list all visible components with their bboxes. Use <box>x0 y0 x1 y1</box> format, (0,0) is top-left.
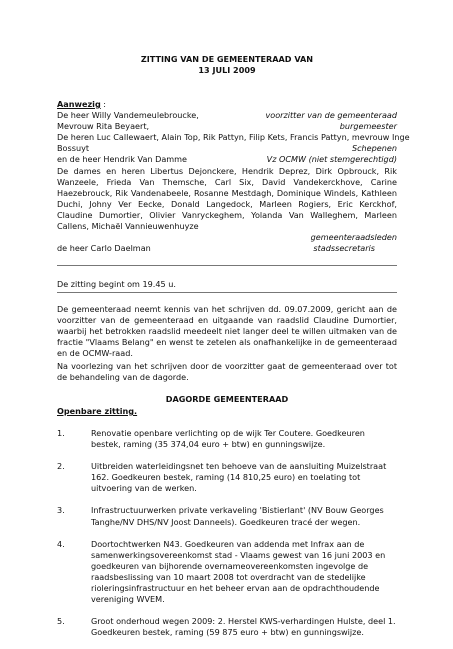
agenda-item-number: 2. <box>57 461 65 472</box>
attendee-role: voorzitter van de gemeenteraad <box>265 110 397 121</box>
attendance-label: Aanwezig <box>57 99 101 109</box>
agenda-item <box>57 505 397 527</box>
agenda-item-text: Groot onderhoud wegen 2009: 2. Herstel KWS-verhardingen Hulste, deel 1. Goedkeuren bestek, raming (59 875 euro + btw) en gunningswijze. <box>91 616 396 638</box>
resignation-notice-text: De gemeenteraad neemt kennis van het schrijven dd. 09.07.2009, gericht aan de voorzitter van de gemeenteraad en uitgaande van raadslid Claudine Dumortier, waarbij het betrokken raadslid meedeelt niet langer deel te willen uitmaken van de fractie "Vlaams Belang" en wenst te zetelen als onafhankelijke in de gemeenteraad en de OCMW-raad. <box>57 304 397 359</box>
council-members-role-row <box>57 232 397 243</box>
council-members-list: De dames en heren Libertus Dejonckere, Hendrik Deprez, Dirk Opbrouck, Rik Wanzeele, Frieda Van Themsche, Carl Six, David Vandekerckhove, Carine Haezebrouck, Rik Vandenabeele, Rosanne Mestdagh, Dominique Windels, Kathleen Duchi, Johny Ver Eecke, Donald Langedock, Marleen Rogiers, Eric Kerckhof, Claudine Dumortier, Olivier Vanryckeghem, Yolanda Van Walleghem, Marleen Callens, Michaël Vannieuwenhuyze <box>57 165 397 232</box>
agenda-list <box>57 428 397 649</box>
reading-text: Na voorlezing van het schrijven door de voorzitter gaat de gemeenteraad over tot de behandeling van de dagorde. <box>57 361 397 383</box>
attendee-name: en de heer Hendrik Van Damme <box>57 154 188 165</box>
agenda-item <box>57 428 397 450</box>
public-session-row <box>57 406 397 417</box>
agenda-heading: DAGORDE GEMEENTERAAD <box>165 394 289 404</box>
agenda-item-number: 5. <box>57 616 65 627</box>
session-start-text: De zitting begint om 19.45 u. <box>57 279 176 289</box>
attendee-name: Mevrouw Rita Beyaert, <box>57 121 150 132</box>
attendee-role: Vz OCMW (niet stemgerechtigd) <box>266 154 397 165</box>
agenda-item <box>57 461 397 494</box>
secretary-row <box>57 243 397 254</box>
attendance-row <box>57 143 397 154</box>
agenda-item-number: 4. <box>57 538 65 549</box>
attendee-role: burgemeester <box>339 121 397 132</box>
agenda-item-number: 1. <box>57 428 65 438</box>
agenda-item <box>57 616 397 638</box>
agenda-item <box>57 539 397 606</box>
attendance-row <box>57 110 397 121</box>
public-session-label: Openbare zitting. <box>57 406 138 416</box>
attendee-name: De heer Willy Vandemeulebroucke, <box>57 110 199 121</box>
attendance-row <box>57 132 410 143</box>
agenda-heading-row <box>57 394 397 406</box>
agenda-item-number: 3. <box>57 505 65 516</box>
attendance-label-suffix: : <box>100 99 107 109</box>
secretary-role: stadssecretaris <box>313 243 375 254</box>
secretary-name: de heer Carlo Daelman <box>57 243 151 254</box>
attendance-row <box>57 154 397 165</box>
agenda-item-text: Doortochtwerken N43. Goedkeuren van addenda met Infrax aan de samenwerkingsovereenkomst stad - Vlaams gewest van 16 juni 2003 en goedkeuren van bijhorende overnameovereenkomsten ingevolge de raadsbeslissing van 10 maart 2008 tot overdracht van de stedelijke rioleringsinfrastructuur en het beheer ervan aan de opdrachthoudende vereniging WVEM. <box>91 538 386 605</box>
attendance-row <box>57 121 397 132</box>
attendee-name: Bossuyt <box>57 143 90 154</box>
attendance-label-row <box>57 99 397 110</box>
agenda-item-text: Infrastructuurwerken private verkaveling 'Bistierlant' (NV Bouw Georges Tanghe/NV DHS/NV Joost Danneels). Goedkeuren tracé der wegen. <box>91 505 384 527</box>
agenda-item-text: Uitbreiden waterleidingsnet ten behoeve van de aansluiting Muizelstraat 162. Goedkeuren bestek, raming (14 810,25 euro) en toelating tot uitvoering van de werken. <box>91 461 387 494</box>
attendee-role: Schepenen <box>351 143 397 154</box>
document-title-line-1: ZITTING VAN DE GEMEENTERAAD VAN <box>140 54 314 64</box>
attendee-name: De heren Luc Callewaert, Alain Top, Rik Pattyn, Filip Kets, Francis Pattyn, mevrouw Inge <box>57 132 410 143</box>
agenda-item-text: Renovatie openbare verlichting op de wijk Ter Coutere. Goedkeuren bestek, raming (35 374,04 euro + btw) en gunningswijze. <box>91 428 365 450</box>
divider-line <box>57 292 397 293</box>
attendance-section <box>57 99 410 254</box>
council-members-role: gemeenteraadsleden <box>310 232 397 243</box>
divider-line <box>57 265 397 266</box>
document-title-line-2: 13 JULI 2009 <box>198 65 256 75</box>
